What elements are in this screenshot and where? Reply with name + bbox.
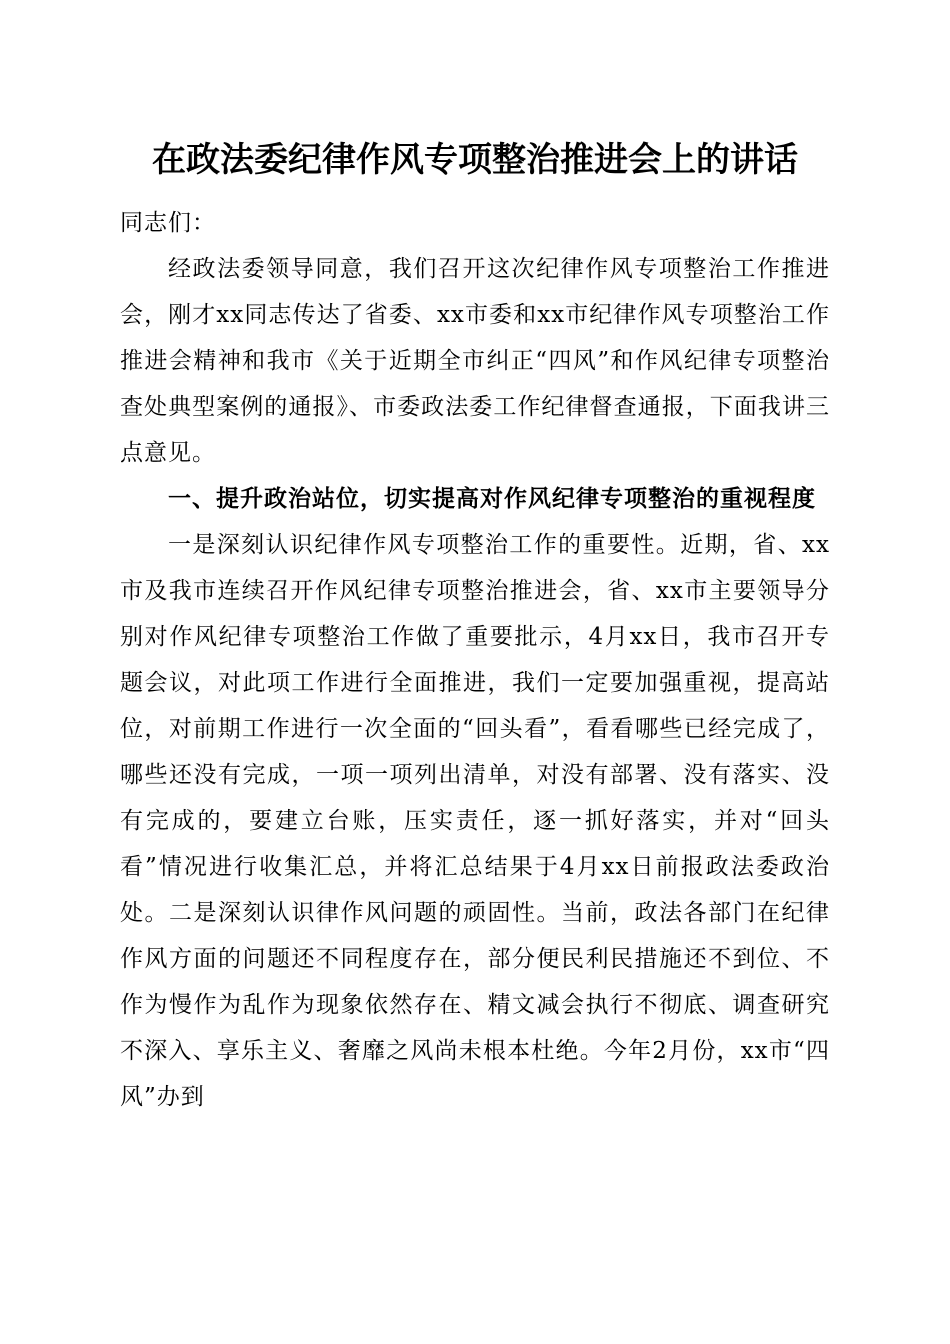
document-title: 在政法委纪律作风专项整治推进会上的讲话 xyxy=(152,140,798,180)
salutation: 同志们： xyxy=(120,210,216,236)
document-body xyxy=(120,200,830,1120)
paragraph-section-1: 一是深刻认识纪律作风专项整治工作的重要性。近期，省、xx市及我市连续召开作风纪律专项整治推进会，省、xx市主要领导分别对作风纪律专项整治工作做了重要批示，4月xx日，我市召开专题会议，对此项工作进行全面推进，我们一定要加强重视，提高站位，对前期工作进行一次全面的“回头看”，看看哪些已经完成了，哪些还没有完成，一项一项列出清单，对没有部署、没有落实、没有完成的，要建立台账，压实责任，逐一抓好落实，并对“回头看”情况进行收集汇总，并将汇总结果于4月xx日前报政法委政治处。二是深刻认识律作风问题的顽固性。当前，政法各部门在纪律作风方面的问题还不同程度存在，部分便民利民措施还不到位、不作为慢作为乱作为现象依然存在、精文减会执行不彻底、调查研究不深入、享乐主义、奢靡之风尚未根本杜绝。今年2月份，xx市“四风”办到 xyxy=(120,532,830,1110)
paragraph-intro: 经政法委领导同意，我们召开这次纪律作风专项整治工作推进会，刚才xx同志传达了省委、xx市委和xx市纪律作风专项整治工作推进会精神和我市《关于近期全市纠正“四风”和作风纪律专项整治查处典型案例的通报》、市委政法委工作纪律督查通报，下面我讲三点意见。 xyxy=(120,256,830,466)
section-heading-1: 一、提升政治站位，切实提高对作风纪律专项整治的重视程度 xyxy=(168,486,816,512)
